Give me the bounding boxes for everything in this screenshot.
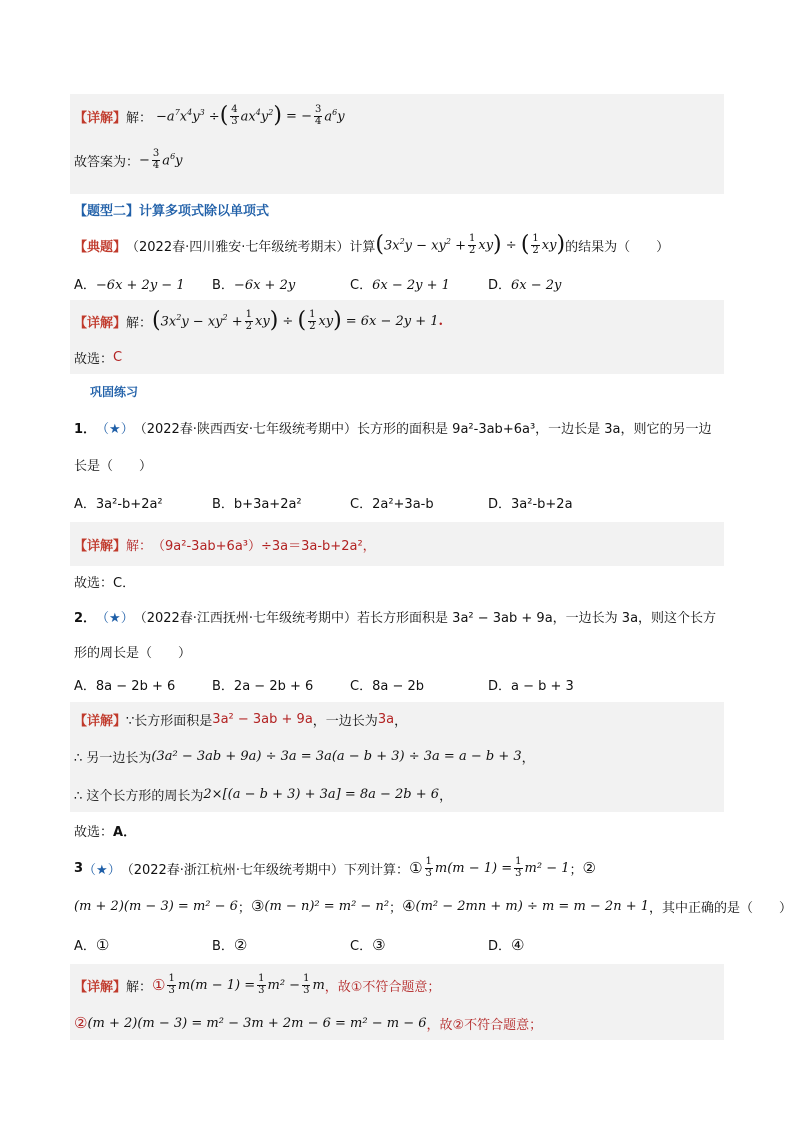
question-line: [74, 636, 724, 666]
math-expression: xy: [318, 313, 334, 329]
solution-line: [74, 776, 720, 812]
question-text: （2022春·江西抚州·七年级统考期中）若长方形面积是 3a² − 3ab + 9a，一边长为 3a，则这个长方: [133, 610, 717, 626]
question-line: [74, 446, 724, 482]
math-expression: (m + 2)(m − 3) = m² − 3m + 2m − 6 = m² − m − 6: [87, 1015, 427, 1031]
math-expression: $3x^2y - xy^2$ +: [383, 236, 466, 254]
math-expression: $-a^7x^4y^3$ ÷: [156, 107, 220, 125]
option-c[interactable]: C．8a − 2b: [350, 678, 424, 694]
math-expression: $3x^2y - xy^2$ +: [160, 312, 243, 330]
solution-line: 【详解】 解： ( $3x^2y - xy^2$ + $\frac{1}{2}$ xy ) ÷ ( $\frac{1}{2}$ xy ) = 6x − 2y + 1 .: [74, 308, 444, 333]
option-b[interactable]: B．2a − 2b + 6: [212, 678, 314, 694]
question-1: [70, 408, 724, 522]
math-expression: m: [312, 977, 325, 993]
math-expression: $ax^4y^2$: [240, 107, 274, 125]
question-line: [74, 596, 724, 636]
solution-result: = 6x − 2y + 1: [345, 313, 439, 329]
paren: (: [375, 232, 384, 257]
example-question-tail: 的结果为（ ）: [565, 239, 670, 255]
fraction: $\frac{1}{3}$: [303, 973, 310, 996]
solution-note: ，故①不符合题意；: [324, 979, 441, 995]
option-a[interactable]: A．−6x + 2y − 1: [74, 277, 185, 293]
star-icon: （★）: [83, 862, 121, 878]
math-expression: (m² − 2mn + m) ÷ m = m − 2n + 1: [415, 898, 650, 914]
paren: ): [273, 103, 282, 128]
math-expression: m(m − 1) =: [434, 860, 513, 876]
fraction: $\frac{1}{2}$: [245, 309, 253, 332]
question-line: [74, 888, 793, 924]
option-c[interactable]: C．2a²+3a-b: [350, 496, 434, 512]
practice-heading: [70, 374, 724, 408]
solution-note: ，故②不符合题意；: [426, 1017, 543, 1033]
answer-label: 故选：: [74, 351, 114, 367]
fraction: $\frac{1}{3}$: [168, 973, 175, 996]
option-c[interactable]: C．6x − 2y + 1: [350, 277, 450, 293]
example-problem: [70, 224, 724, 266]
example-tag: 【典题】: [74, 239, 127, 255]
detail-label: 【详解】: [74, 713, 127, 729]
option-a[interactable]: A．8a − 2b + 6: [74, 678, 176, 694]
solution-block-1: [70, 94, 724, 194]
solution-text: ，: [439, 788, 453, 804]
math-expression: ÷: [501, 237, 521, 253]
practice-title: 巩固练习: [90, 384, 139, 399]
solution-text: ∵长方形面积是: [126, 713, 213, 729]
option-d[interactable]: D．6x − 2y: [488, 277, 562, 293]
fraction: $\frac{1}{2}$: [468, 233, 476, 256]
solution-expr: 3a: [377, 711, 395, 727]
answer-value: A．: [113, 824, 137, 840]
option-b[interactable]: B．−6x + 2y: [212, 277, 296, 293]
circled-number: ②: [74, 1014, 88, 1032]
math-expression: (m − n)² = m² − n²: [264, 898, 390, 914]
question-1-options: [74, 482, 724, 522]
circled-number: ①: [409, 859, 423, 877]
paren: (: [219, 103, 229, 128]
solution-line: [74, 522, 720, 566]
worksheet-page: [70, 94, 793, 1040]
circled-number: ①: [152, 976, 166, 994]
paren: ): [556, 232, 566, 257]
solution-expr: 3a² − 3ab + 9a: [212, 711, 313, 727]
circled-number: ④: [402, 897, 416, 915]
paren: ): [493, 232, 502, 257]
solution-text: ，一边长为: [312, 713, 378, 729]
solution-prefix: 解：: [126, 110, 153, 126]
solution-expr: (3a² − 3ab + 9a) ÷ 3a = 3a(a − b + 3) ÷ 3a = a − b + 3: [151, 748, 522, 764]
solution-block-5: [70, 964, 724, 1040]
fraction: $\frac{3}{4}$: [314, 104, 322, 127]
paren: (: [297, 308, 307, 333]
solution-block-4: [70, 702, 724, 812]
math-expression: xy: [541, 237, 557, 253]
question-2: [70, 596, 724, 702]
solution-line: [74, 736, 720, 776]
question-line: [74, 408, 724, 446]
question-text: 长是（ ）: [74, 458, 153, 474]
paren: (: [152, 308, 161, 333]
fraction: $\frac{3}{4}$: [152, 148, 160, 171]
math-expression: m(m − 1) =: [177, 977, 256, 993]
fraction: $\frac{1}{2}$: [532, 233, 539, 256]
paren: ): [333, 308, 342, 333]
option-d[interactable]: D．④: [488, 935, 525, 954]
solution-text: （9a²-3ab+6a³）÷3a＝3a-b+2a²，: [152, 538, 376, 554]
star-icon: （★）: [96, 610, 134, 626]
circled-number: ③: [250, 897, 265, 915]
question-text: （2022春·陕西西安·七年级统考期中）长方形的面积是 9a²-3ab+6a³，一边长是 3a，则它的另一边: [133, 421, 712, 437]
solution-block-3: [70, 522, 724, 566]
circled-number: ②: [582, 859, 596, 877]
solution-text: ∴ 这个长方形的周长为: [74, 788, 204, 804]
paren: (: [520, 232, 530, 257]
separator: ；: [237, 900, 251, 916]
math-expression: −: [139, 152, 150, 168]
fraction: $\frac{1}{2}$: [309, 309, 316, 332]
fraction: $\frac{1}{3}$: [425, 856, 432, 879]
solution-expr: 2×[(a − b + 3) + 3a] = 8a − 2b + 6: [203, 786, 440, 802]
solution-line: [74, 94, 720, 138]
detail-label: 【详解】: [74, 110, 127, 126]
answer-label: 故选：: [74, 575, 114, 591]
question-number: 3: [74, 860, 84, 876]
answer-label: 故选：: [74, 824, 114, 840]
solution-line: [74, 1006, 720, 1040]
math-expression: (m + 2)(m − 3) = m² − 6: [74, 898, 238, 914]
star-icon: （★）: [96, 421, 134, 437]
fraction: $\frac{1}{3}$: [258, 973, 265, 996]
math-expression: xy: [255, 313, 270, 329]
answer-line: [74, 138, 720, 182]
question-number: 1．: [74, 421, 97, 437]
example-options: [70, 266, 724, 300]
question-text: ，其中正确的是（ ）: [649, 900, 793, 916]
option-d[interactable]: D．a − b + 3: [488, 678, 574, 694]
answer-line: [70, 566, 724, 596]
solution-text: ，: [394, 713, 408, 729]
section-heading: [70, 194, 724, 224]
solution-line: [74, 702, 720, 736]
solution-prefix: 解：: [126, 979, 153, 995]
paren: ): [269, 308, 279, 333]
answer-value: C．: [113, 575, 136, 591]
question-3-options: [74, 924, 724, 964]
option-a[interactable]: A．3a²-b+2a²: [74, 496, 163, 512]
math-expression: $a^6y$: [324, 107, 345, 125]
solution-block-2: [70, 300, 724, 374]
separator: ；: [569, 862, 583, 878]
option-a[interactable]: A．①: [74, 935, 110, 954]
math-expression: ÷: [278, 313, 298, 329]
answer-line: [74, 342, 720, 372]
detail-label: 【详解】: [74, 979, 127, 995]
question-text: （2022春·浙江杭州·七年级统考期中）下列计算：: [120, 862, 410, 878]
math-expression: m² −: [267, 977, 301, 993]
option-b[interactable]: B．b+3a+2a²: [212, 496, 302, 512]
math-expression: m² − 1: [524, 860, 570, 876]
solution-text: ，: [521, 750, 535, 766]
solution-prefix: 解：: [126, 538, 153, 554]
fraction: $\frac{1}{3}$: [515, 856, 522, 879]
solution-prefix: 解：: [126, 315, 153, 331]
answer-label: 故答案为：: [74, 154, 140, 170]
question-line: [74, 848, 724, 888]
section-title: 【题型二】计算多项式除以单项式: [74, 203, 270, 219]
math-expression: xy: [478, 237, 494, 253]
fraction: $\frac{4}{3}$: [231, 104, 238, 127]
question-number: 2．: [74, 610, 97, 626]
math-expression: = −: [281, 108, 312, 124]
math-expression: $a^6y$: [162, 151, 183, 169]
question-2-options: [74, 666, 724, 702]
option-d[interactable]: D．3a²-b+2a: [488, 496, 573, 512]
option-c[interactable]: C．③: [350, 935, 386, 954]
question-3: [70, 848, 793, 964]
answer-line: [70, 812, 724, 848]
separator: ；: [389, 900, 403, 916]
detail-label: 【详解】: [74, 315, 127, 331]
answer-value: C: [113, 349, 123, 365]
detail-label: 【详解】: [74, 538, 127, 554]
option-b[interactable]: B．②: [212, 935, 248, 954]
example-source: （2022春·四川雅安·七年级统考期末）计算: [126, 239, 376, 255]
solution-text: ∴ 另一边长为: [74, 750, 152, 766]
question-text: 形的周长是（ ）: [74, 645, 192, 661]
solution-line: [74, 964, 720, 1006]
